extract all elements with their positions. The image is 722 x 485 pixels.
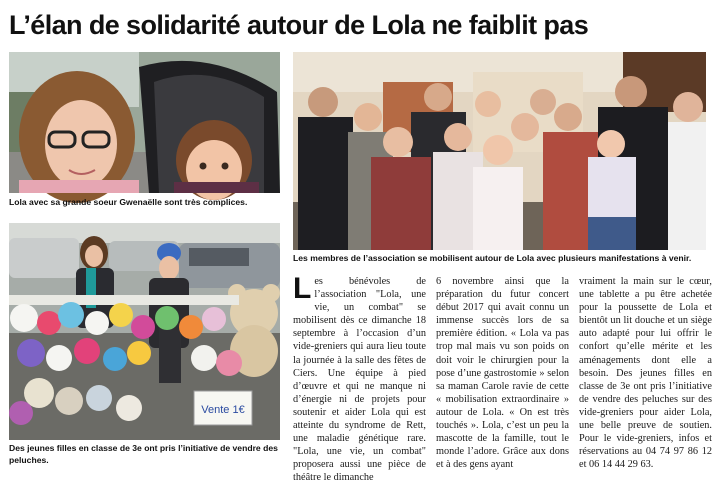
caption-sisters: Lola avec sa grande soeur Gwenaëlle sont très complices. [9, 197, 248, 207]
article-column-1-text: es bénévoles de l’association "Lola, une vie, un combat" se mobilisent dès ce dimanche 18 septembre à l’occasion d’un vide-greniers qui aura lieu toute la journée à la salle des fêtes de Ciers. Une équipe à pied d’œuvre et qui ne manque ni d’énergie ni de projets pour soutenir et aider Lola qui est atteinte du syndrome de Rett, une maladie génétique rare. "Lola, une vie, un combat" proposera aussi une pièce de théâtre le dimanche [293, 276, 426, 484]
article-body [293, 272, 713, 484]
headline: L’élan de solidarité autour de Lola ne faiblit pas [9, 10, 589, 40]
article-column-1 [293, 272, 426, 484]
photo-plush-sale [9, 223, 280, 440]
dropcap: L [293, 272, 312, 305]
article-column-2 [436, 275, 569, 471]
article-column-3-text: vraiment la main sur le cœur, une tablette a pu être achetée pour la poussette de Lola et bientôt un lit douche et un siège auto adapté pour lui offrir le confort qu’elle mérite et les aménagements dont elle a besoin. Des jeunes filles en classe de 3e ont pris l’initiative de vendre des peluches sur des vide-greniers pour aider Lola, une belle preuve de soutien. Pour le vide-greniers, infos et réservations au 04 74 97 86 12 et 06 14 44 29 63. [579, 276, 712, 471]
photo-association-group [293, 52, 706, 250]
caption-plush: Des jeunes filles en classe de 3e ont pris l’initiative de vendre des peluches. [9, 443, 278, 465]
price-sign-text: Vente 1€ [201, 404, 245, 416]
article-column-3 [579, 275, 712, 471]
caption-group: Les membres de l’association se mobilisent autour de Lola avec plusieurs manifestations à venir. [293, 253, 692, 263]
photo-sisters [9, 52, 280, 193]
article-column-2-text: 6 novembre ainsi que la préparation du futur concert début 2017 qui avait connu un immense succès lors de sa première édition. « Lola va pas trop mal mais vu son poids on doit voir le chirurgien pour la pose d’une gastrostomie » selon sa maman Carole ravie de cette « mobilisation extraordinaire » autour de Lola. « On est très touchés ». Lola, c’est un peu la mascotte de la famille, tout le monde l’adore. Grâce aux dons et à des gens ayant [436, 276, 569, 471]
